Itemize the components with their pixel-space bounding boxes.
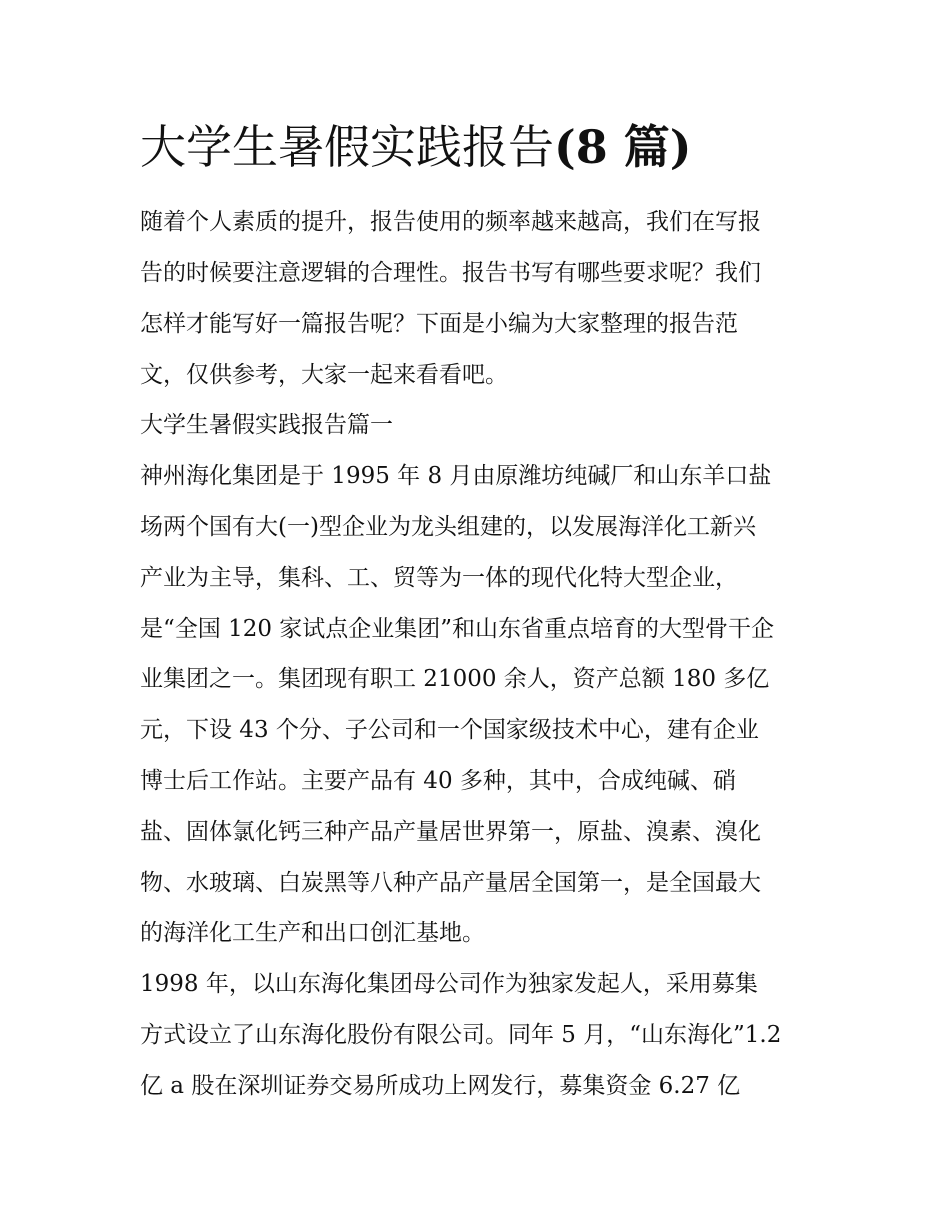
text-line: 产业为主导，集科、工、贸等为一体的现代化特大型企业， bbox=[140, 565, 738, 591]
text-line: 告的时候要注意逻辑的合理性。报告书写有哪些要求呢？我们 bbox=[140, 260, 761, 286]
text-line: 元，下设 43 个分、子公司和一个国家级技术中心，建有企业 bbox=[140, 717, 759, 743]
text-line: 亿 a 股在深圳证券交易所成功上网发行，募集资金 6.27 亿 bbox=[140, 1073, 741, 1099]
document-title bbox=[140, 118, 692, 176]
section-heading: 大学生暑假实践报告篇一 bbox=[140, 412, 393, 438]
text-line: 物、水玻璃、白炭黑等八种产品产量居全国第一，是全国最大 bbox=[140, 870, 761, 896]
text-line: 随着个人素质的提升，报告使用的频率越来越高，我们在写报 bbox=[140, 209, 761, 235]
text-line: 文，仅供参考，大家一起来看看吧。 bbox=[140, 362, 508, 388]
text-line: 场两个国有大(一)型企业为龙头组建的，以发展海洋化工新兴 bbox=[140, 514, 756, 540]
text-line: 盐、固体氯化钙三种产品产量居世界第一，原盐、溴素、溴化 bbox=[140, 819, 761, 845]
title-main-text: 大学生暑假实践报告 bbox=[140, 120, 554, 174]
text-line: 神州海化集团是于 1995 年 8 月由原潍坊纯碱厂和山东羊口盐 bbox=[140, 463, 772, 489]
text-line: 1998 年，以山东海化集团母公司作为独家发起人，采用募集 bbox=[140, 971, 758, 997]
text-line: 怎样才能写好一篇报告呢？下面是小编为大家整理的报告范 bbox=[140, 311, 738, 337]
text-line: 博士后工作站。主要产品有 40 多种，其中，合成纯碱、硝 bbox=[140, 768, 736, 794]
title-count-text: (8 篇) bbox=[554, 120, 692, 174]
text-line: 是“全国 120 家试点企业集团”和山东省重点培育的大型骨干企 bbox=[140, 616, 775, 642]
text-line: 的海洋化工生产和出口创汇基地。 bbox=[140, 920, 485, 946]
text-line: 业集团之一。集团现有职工 21000 余人，资产总额 180 多亿 bbox=[140, 666, 770, 692]
text-line: 方式设立了山东海化股份有限公司。同年 5 月，“山东海化”1.2 bbox=[140, 1022, 782, 1048]
